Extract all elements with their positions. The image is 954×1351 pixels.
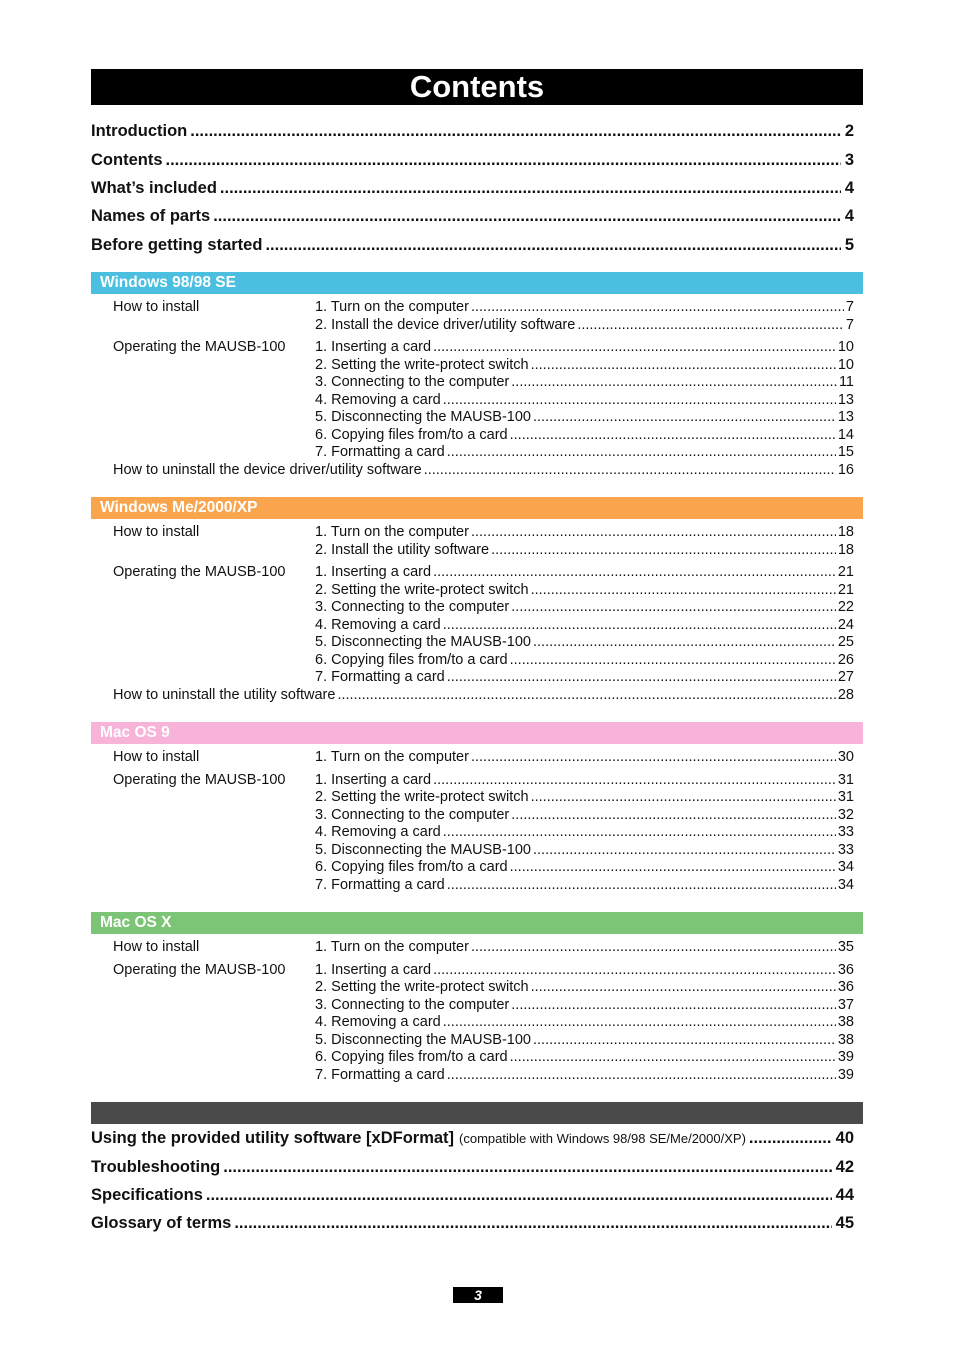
toc-entry-label: Troubleshooting (91, 1158, 221, 1176)
toc-subentry-label: 5. Disconnecting the MAUSB-100 (315, 409, 531, 425)
toc-subentry-page: 36 (837, 961, 854, 978)
section-header-0 (91, 272, 863, 294)
dot-leader (206, 1184, 832, 1206)
toc-subentry[interactable] (315, 581, 854, 599)
toc-subentry[interactable] (315, 298, 854, 316)
toc-subentry-page: 13 (837, 409, 854, 425)
toc-subentry-label: 3. Connecting to the computer (315, 806, 510, 823)
toc-subentry-label: 6. Copying files from/to a card (315, 1049, 508, 1065)
dot-leader (511, 373, 837, 391)
toc-subentry-label: 6. Copying files from/to a card (315, 426, 508, 443)
toc-uninstall[interactable] (113, 686, 854, 704)
section-title: Mac OS X (100, 914, 172, 931)
dot-leader (443, 823, 836, 841)
dot-leader (447, 668, 836, 686)
toc-subentry[interactable] (315, 633, 854, 651)
toc-uninstall-label: How to uninstall the device driver/utility software (113, 461, 422, 478)
dot-leader (447, 1066, 836, 1084)
dot-leader (433, 563, 836, 581)
toc-subentry-label: 5. Disconnecting the MAUSB-100 (315, 841, 531, 858)
toc-subentry-label: 1. Turn on the computer (315, 299, 469, 315)
toc-subentry-label: 6. Copying files from/to a card (315, 651, 508, 668)
group-label: How to install (113, 524, 200, 540)
toc-subentry-label: 1. Turn on the computer (315, 939, 469, 955)
group-label: How to install (113, 939, 200, 955)
dot-leader (471, 523, 836, 541)
toc-subentry[interactable] (315, 748, 854, 766)
dot-leader (510, 426, 836, 444)
toc-subentry-label: 7. Formatting a card (315, 876, 445, 893)
toc-subentry-page: 30 (837, 749, 854, 765)
toc-subentry[interactable] (315, 316, 854, 334)
dot-leader (433, 338, 836, 356)
toc-subentry-label: 7. Formatting a card (315, 444, 445, 460)
toc-entry-page: 2 (844, 122, 854, 140)
toc-uninstall-page: 28 (837, 686, 854, 703)
toc-subentry-page: 7 (845, 299, 854, 315)
dot-leader (447, 876, 836, 894)
toc-entry-page: 4 (844, 179, 854, 197)
toc-entry-label: Introduction (91, 122, 188, 140)
toc-subentry[interactable] (315, 523, 854, 541)
toc-subentry-page: 27 (837, 669, 854, 685)
toc-subentry[interactable] (315, 408, 854, 426)
toc-entry-label: Glossary of terms (91, 1214, 232, 1232)
toc-subentry-page: 11 (838, 374, 854, 390)
toc-entry-page: 5 (844, 236, 854, 254)
dot-leader (577, 316, 844, 334)
toc-subentry[interactable] (315, 1031, 854, 1049)
toc-entry-label: Before getting started (91, 236, 263, 254)
toc-uninstall-label: How to uninstall the utility software (113, 686, 336, 703)
toc-subentry-label: 1. Turn on the computer (315, 749, 469, 765)
toc-subentry-page: 10 (837, 356, 854, 373)
toc-subentry-page: 7 (845, 316, 854, 333)
toc-subentry-page: 32 (837, 806, 854, 823)
toc-subentry[interactable] (315, 651, 854, 669)
dot-leader (511, 806, 836, 824)
toc-subentry-label: 2. Install the device driver/utility software (315, 316, 576, 333)
dot-leader (471, 298, 844, 316)
toc-entry[interactable] (91, 120, 854, 142)
toc-subentry[interactable] (315, 616, 854, 634)
toc-entry-label: What’s included (91, 179, 217, 197)
toc-subentry-page: 31 (837, 789, 854, 805)
dot-leader (511, 996, 836, 1014)
toc-subentry-page: 39 (837, 1049, 854, 1065)
toc-subentry-page: 13 (837, 391, 854, 408)
dot-leader (443, 1013, 836, 1031)
group-label: How to install (113, 749, 200, 765)
dot-leader (749, 1127, 832, 1149)
toc-uninstall[interactable] (113, 461, 854, 479)
toc-entry-note: (compatible with Windows 98/98 SE/Me/2000/XP) (459, 1131, 746, 1146)
toc-subentry-label: 4. Removing a card (315, 824, 441, 840)
toc-subentry-label: 1. Turn on the computer (315, 524, 469, 540)
toc-subentry[interactable] (315, 598, 854, 616)
toc-subentry[interactable] (315, 978, 854, 996)
toc-subentry[interactable] (315, 938, 854, 956)
toc-subentry-label: 4. Removing a card (315, 1014, 441, 1030)
page-number: 3 (453, 1287, 503, 1303)
toc-subentry-label: 5. Disconnecting the MAUSB-100 (315, 634, 531, 650)
dot-leader (533, 633, 836, 651)
section-title: Windows 98/98 SE (100, 274, 236, 291)
group-label: Operating the MAUSB-100 (113, 564, 286, 580)
toc-subentry[interactable] (315, 563, 854, 581)
dot-leader (510, 1048, 836, 1066)
dot-leader (190, 120, 841, 142)
dot-leader (443, 616, 836, 634)
toc-entry-page: 42 (835, 1158, 854, 1176)
page-title: Contents (91, 69, 863, 105)
dot-leader (213, 205, 841, 227)
toc-entry[interactable] (91, 1212, 854, 1234)
toc-subentry-page: 25 (837, 634, 854, 650)
toc-subentry-label: 2. Setting the write-protect switch (315, 581, 529, 598)
toc-subentry-page: 14 (837, 426, 854, 443)
toc-subentry[interactable] (315, 876, 854, 894)
dot-leader (337, 686, 835, 704)
toc-entry[interactable] (91, 177, 854, 199)
toc-subentry-label: 5. Disconnecting the MAUSB-100 (315, 1031, 531, 1048)
toc-subentry[interactable] (315, 771, 854, 789)
dot-leader (531, 978, 836, 996)
dot-leader (220, 177, 841, 199)
dot-leader (511, 598, 836, 616)
toc-subentry-label: 1. Inserting a card (315, 771, 432, 788)
toc-subentry-page: 21 (837, 564, 854, 580)
toc-subentry-page: 31 (837, 771, 854, 788)
toc-entry[interactable] (91, 1156, 854, 1178)
toc-subentry-label: 3. Connecting to the computer (315, 599, 510, 615)
toc-subentry-page: 15 (837, 444, 854, 460)
toc-entry-page: 40 (835, 1129, 854, 1147)
dot-leader (471, 748, 836, 766)
toc-entry[interactable] (91, 234, 854, 256)
toc-entry[interactable] (91, 1127, 854, 1149)
dot-leader (424, 461, 836, 479)
toc-subentry-label: 2. Install the utility software (315, 541, 490, 558)
toc-subentry[interactable] (315, 841, 854, 859)
dot-leader (234, 1212, 831, 1234)
toc-subentry-page: 21 (837, 581, 854, 598)
toc-subentry[interactable] (315, 338, 854, 356)
toc-entry-page: 44 (835, 1186, 854, 1204)
toc-subentry-label: 1. Inserting a card (315, 339, 432, 355)
toc-subentry[interactable] (315, 443, 854, 461)
toc-subentry-label: 2. Setting the write-protect switch (315, 356, 529, 373)
toc-subentry-page: 10 (837, 339, 854, 355)
toc-subentry-label: 3. Connecting to the computer (315, 996, 510, 1013)
toc-subentry-page: 34 (837, 859, 854, 875)
dot-leader (166, 149, 841, 171)
section-title: Windows Me/2000/XP (100, 499, 258, 516)
toc-subentry-page: 18 (837, 524, 854, 540)
toc-subentry-page: 33 (837, 841, 854, 858)
toc-subentry[interactable] (315, 806, 854, 824)
toc-subentry-page: 18 (837, 541, 854, 558)
dot-leader (223, 1156, 831, 1178)
toc-entry-page: 45 (835, 1214, 854, 1232)
toc-entry-label: Contents (91, 151, 163, 169)
toc-subentry-page: 22 (837, 599, 854, 615)
toc-subentry[interactable] (315, 1048, 854, 1066)
toc-subentry-label: 1. Inserting a card (315, 961, 432, 978)
toc-subentry[interactable] (315, 961, 854, 979)
group-label: How to install (113, 299, 200, 315)
section-divider-bar (91, 1102, 863, 1124)
toc-entry-label: Names of parts (91, 207, 211, 225)
toc-subentry-page: 24 (837, 616, 854, 633)
toc-subentry[interactable] (315, 356, 854, 374)
toc-subentry-page: 34 (837, 876, 854, 893)
toc-subentry-page: 26 (837, 651, 854, 668)
toc-entry[interactable] (91, 205, 854, 227)
toc-subentry-page: 33 (837, 824, 854, 840)
dot-leader (533, 841, 836, 859)
toc-subentry-label: 2. Setting the write-protect switch (315, 979, 529, 995)
dot-leader (447, 443, 836, 461)
section-title: Mac OS 9 (100, 724, 170, 741)
toc-subentry-page: 38 (837, 1014, 854, 1030)
dot-leader (491, 541, 836, 559)
toc-subentry[interactable] (315, 823, 854, 841)
toc-subentry[interactable] (315, 858, 854, 876)
dot-leader (433, 771, 836, 789)
toc-subentry[interactable] (315, 668, 854, 686)
dot-leader (531, 356, 836, 374)
dot-leader (433, 961, 836, 979)
dot-leader (533, 408, 836, 426)
toc-subentry-label: 1. Inserting a card (315, 564, 432, 580)
dot-leader (510, 651, 836, 669)
toc-entry-title (91, 1127, 749, 1149)
section-header-3 (91, 912, 863, 934)
dot-leader (510, 858, 836, 876)
toc-subentry[interactable] (315, 1013, 854, 1031)
toc-subentry[interactable] (315, 788, 854, 806)
toc-subentry-page: 38 (837, 1031, 854, 1048)
toc-uninstall-page: 16 (837, 461, 854, 478)
group-label: Operating the MAUSB-100 (113, 771, 286, 788)
toc-entry[interactable] (91, 1184, 854, 1206)
dot-leader (443, 391, 836, 409)
section-header-1 (91, 497, 863, 519)
group-label: Operating the MAUSB-100 (113, 961, 286, 978)
toc-subentry-page: 36 (837, 979, 854, 995)
section-header-2 (91, 722, 863, 744)
toc-entry-label: Specifications (91, 1186, 203, 1204)
toc-subentry-page: 35 (837, 939, 854, 955)
toc-subentry-label: 4. Removing a card (315, 616, 441, 633)
toc-subentry[interactable] (315, 541, 854, 559)
dot-leader (471, 938, 836, 956)
toc-subentry-page: 39 (837, 1066, 854, 1083)
toc-subentry-page: 37 (837, 996, 854, 1013)
toc-subentry-label: 4. Removing a card (315, 391, 441, 408)
dot-leader (531, 788, 836, 806)
dot-leader (531, 581, 836, 599)
toc-entry-label: Using the provided utility software [xDFormat] (91, 1129, 455, 1147)
toc-subentry[interactable] (315, 391, 854, 409)
toc-subentry[interactable] (315, 426, 854, 444)
toc-subentry-label: 7. Formatting a card (315, 669, 445, 685)
toc-subentry[interactable] (315, 373, 854, 391)
toc-entry-page: 4 (844, 207, 854, 225)
toc-subentry-label: 2. Setting the write-protect switch (315, 789, 529, 805)
toc-subentry-label: 3. Connecting to the computer (315, 374, 510, 390)
dot-leader (265, 234, 840, 256)
toc-subentry-label: 6. Copying files from/to a card (315, 859, 508, 875)
dot-leader (533, 1031, 836, 1049)
toc-entry[interactable] (91, 149, 854, 171)
toc-entry-page: 3 (844, 151, 854, 169)
toc-subentry[interactable] (315, 996, 854, 1014)
toc-subentry[interactable] (315, 1066, 854, 1084)
group-label: Operating the MAUSB-100 (113, 339, 286, 355)
toc-subentry-label: 7. Formatting a card (315, 1066, 445, 1083)
